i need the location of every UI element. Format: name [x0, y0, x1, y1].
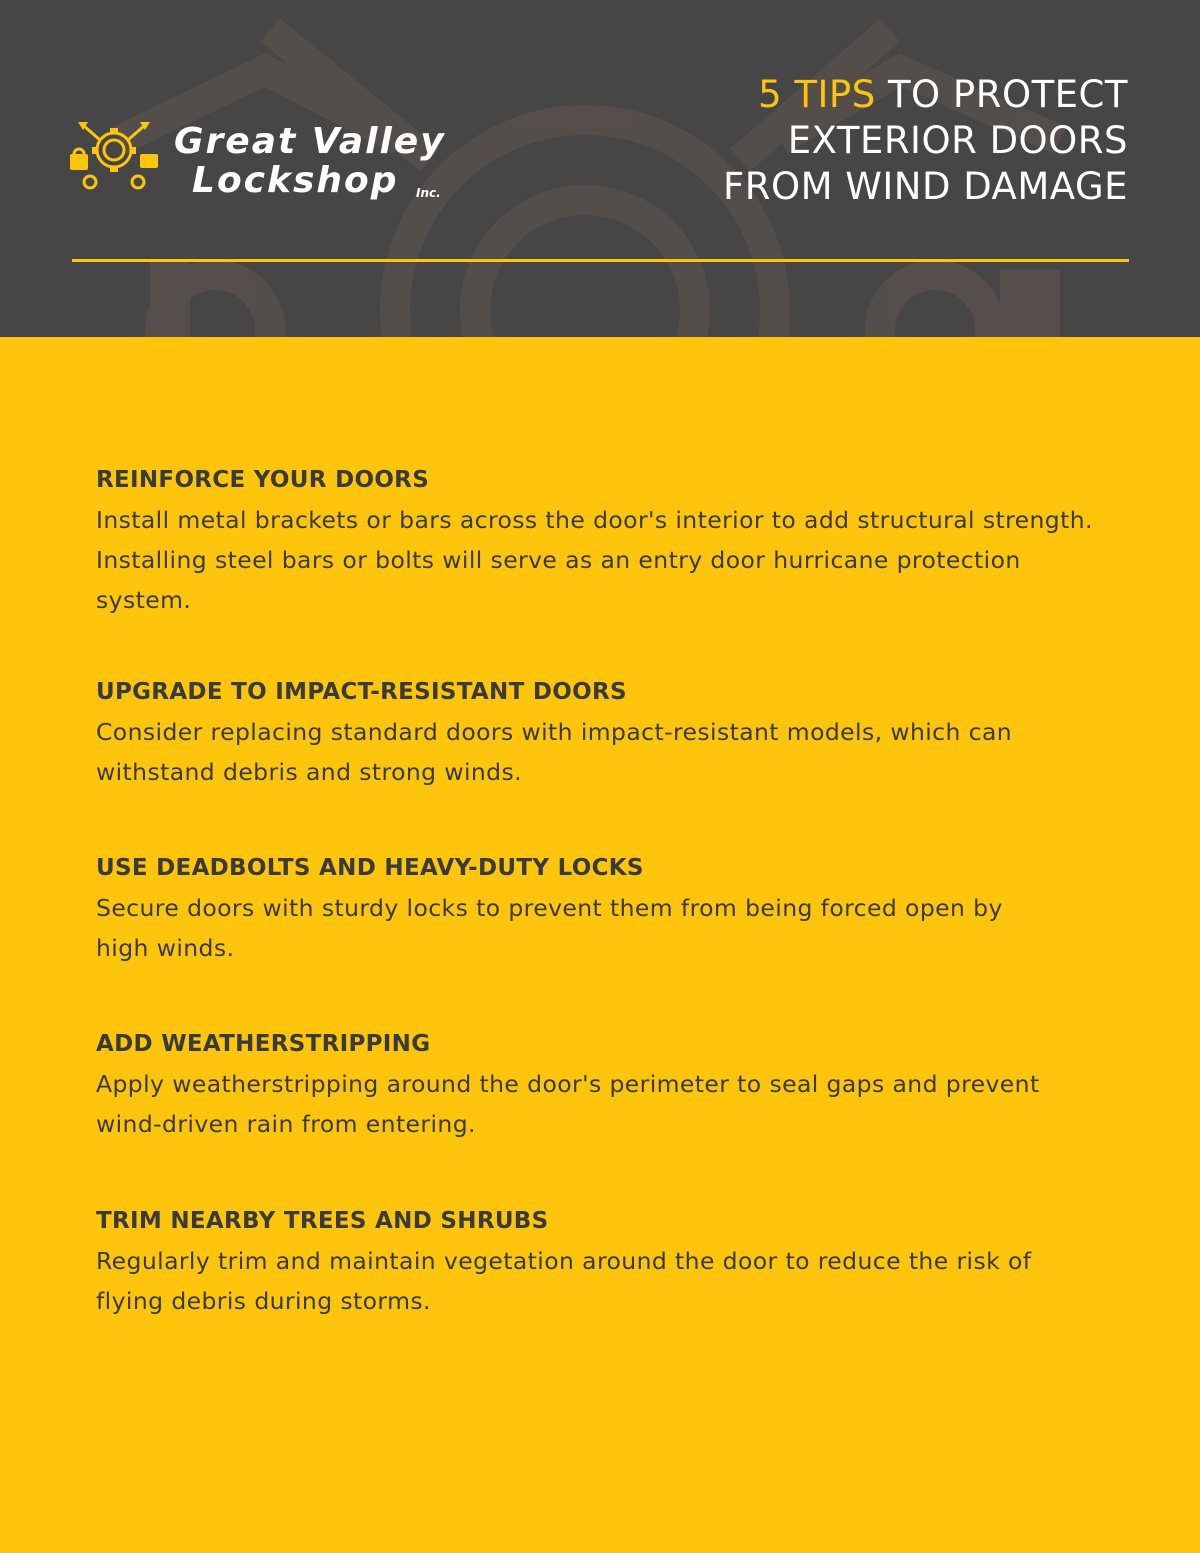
tip-item: [96, 848, 1106, 968]
title-line-2: EXTERIOR DOORS: [787, 119, 1128, 162]
tip-title: UPGRADE TO IMPACT-RESISTANT DOORS: [96, 679, 627, 705]
tip-body: Consider replacing standard doors with impact-resistant models, which can withstand debris and strong winds.: [96, 718, 1013, 786]
brand-logo: [66, 118, 486, 208]
brand-name-line2: Lockshop: [192, 160, 399, 201]
title-accent: 5 TIPS: [758, 73, 876, 116]
title-line-1-rest: TO PROTECT: [875, 73, 1128, 116]
tips-list: [96, 460, 1106, 1321]
tip-item: [96, 672, 1106, 792]
page-title: [723, 72, 1128, 210]
brand-suffix: Inc.: [416, 186, 441, 200]
tip-body: Install metal brackets or bars across the door's interior to add structural strength. Installing steel bars or bolts will serve as an entry door hurricane protection system.: [96, 506, 1093, 614]
tip-title: ADD WEATHERSTRIPPING: [96, 1031, 431, 1057]
title-line-3: FROM WIND DAMAGE: [722, 165, 1128, 208]
tip-body: Regularly trim and maintain vegetation around the door to reduce the risk of flying debris during storms.: [96, 1247, 1032, 1315]
tip-title: REINFORCE YOUR DOORS: [96, 467, 430, 493]
brand-name-line1: Great Valley: [174, 121, 446, 162]
tip-title: USE DEADBOLTS AND HEAVY-DUTY LOCKS: [96, 855, 644, 881]
title-line-1: [723, 72, 1128, 118]
tip-body: Apply weatherstripping around the door's perimeter to seal gaps and prevent wind-driven rain from entering.: [96, 1070, 1040, 1138]
tip-item: [96, 460, 1106, 620]
tip-item: [96, 1024, 1106, 1144]
lock-gear-icon: [66, 118, 162, 198]
header-banner: [0, 0, 1200, 337]
tip-title: TRIM NEARBY TREES AND SHRUBS: [96, 1208, 549, 1234]
tip-body: Secure doors with sturdy locks to prevent them from being forced open by high winds.: [96, 894, 1003, 962]
header-divider: [72, 259, 1129, 262]
tip-item: [96, 1201, 1106, 1321]
